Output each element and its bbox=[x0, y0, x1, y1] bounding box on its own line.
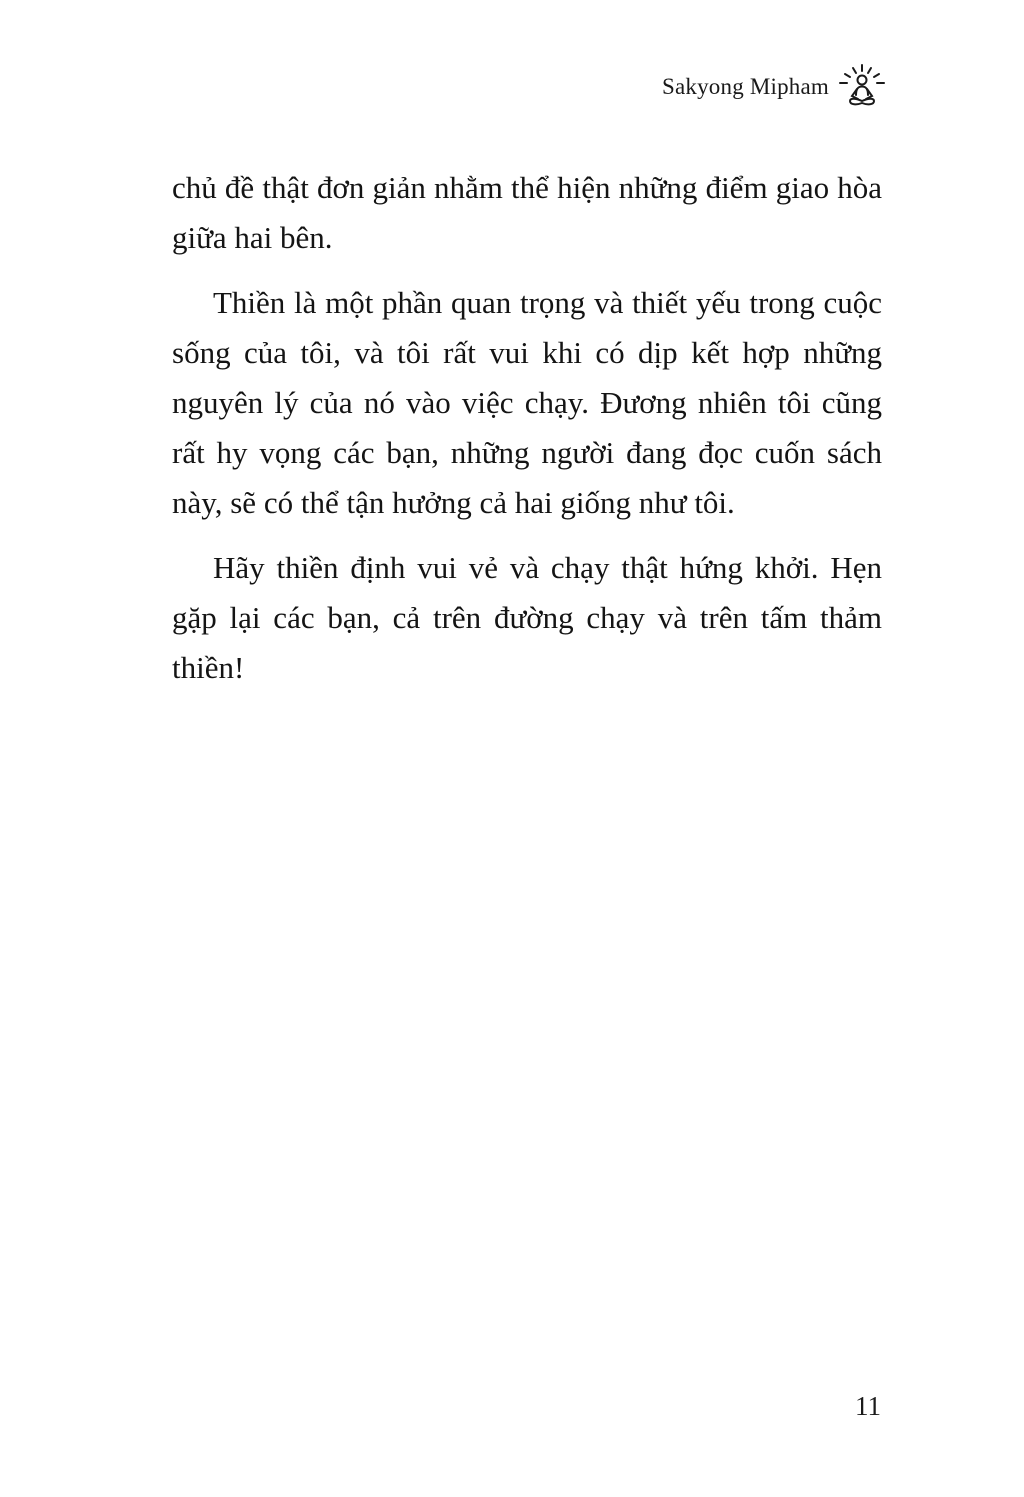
meditation-figure-icon bbox=[837, 63, 887, 109]
page-number: 11 bbox=[855, 1391, 881, 1421]
paragraph-closing: Hãy thiền định vui vẻ và chạy thật hứng khởi. Hẹn gặp lại các bạn, cả trên đường chạy và trên tấm thảm thiền! bbox=[172, 550, 882, 685]
author-name: Sakyong Mipham bbox=[662, 73, 829, 99]
paragraph-continuation: chủ đề thật đơn giản nhằm thể hiện những điểm giao hòa giữa hai bên. bbox=[172, 170, 882, 255]
running-header bbox=[662, 64, 887, 108]
paragraph-meditation-and-running: Thiền là một phần quan trọng và thiết yếu trong cuộc sống của tôi, và tôi rất vui khi có dịp kết hợp những nguyên lý của nó vào việc chạy. Đương nhiên tôi cũng rất hy vọng các bạn, những người đang đọc cuốn sách này, sẽ có thể tận hưởng cả hai giống như tôi. bbox=[172, 285, 882, 520]
body-text bbox=[172, 163, 882, 708]
